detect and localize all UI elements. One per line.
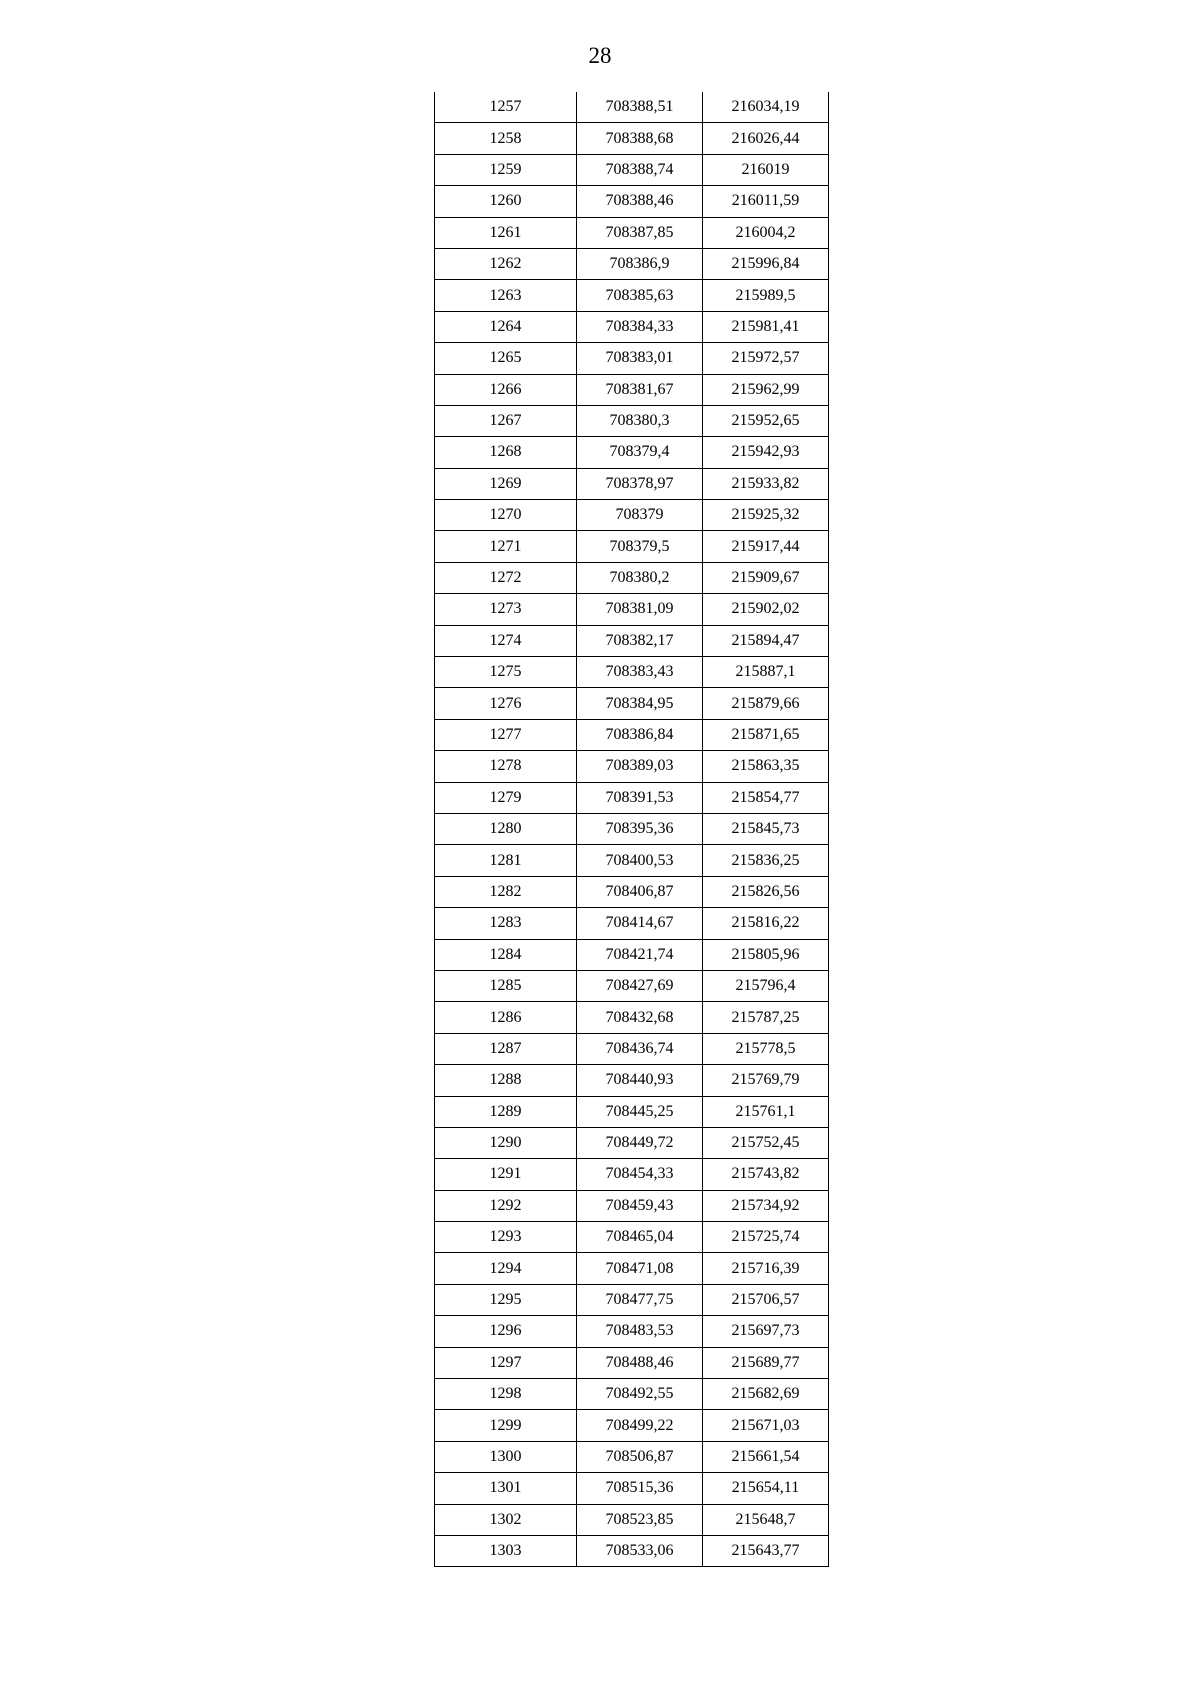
y-coordinate-cell: 215761,1 (703, 1096, 829, 1127)
table-row (435, 688, 829, 719)
point-number-cell: 1278 (435, 751, 577, 782)
y-coordinate-cell: 215671,03 (703, 1410, 829, 1441)
point-number-cell: 1277 (435, 719, 577, 750)
x-coordinate-cell: 708440,93 (577, 1065, 703, 1096)
table-row (435, 468, 829, 499)
table-row (435, 1379, 829, 1410)
point-number-cell: 1258 (435, 123, 577, 154)
y-coordinate-cell: 216019 (703, 154, 829, 185)
table-row (435, 1316, 829, 1347)
table-row (435, 280, 829, 311)
x-coordinate-cell: 708389,03 (577, 751, 703, 782)
table-row (435, 1504, 829, 1535)
table-row (435, 1033, 829, 1064)
y-coordinate-cell: 215682,69 (703, 1379, 829, 1410)
y-coordinate-cell: 215805,96 (703, 939, 829, 970)
coordinates-table (434, 92, 829, 1567)
x-coordinate-cell: 708386,84 (577, 719, 703, 750)
point-number-cell: 1302 (435, 1504, 577, 1535)
x-coordinate-cell: 708406,87 (577, 876, 703, 907)
y-coordinate-cell: 215871,65 (703, 719, 829, 750)
table-row (435, 123, 829, 154)
y-coordinate-cell: 215778,5 (703, 1033, 829, 1064)
y-coordinate-cell: 215734,92 (703, 1190, 829, 1221)
x-coordinate-cell: 708400,53 (577, 845, 703, 876)
coordinates-table-body (435, 92, 829, 1567)
y-coordinate-cell: 215909,67 (703, 562, 829, 593)
table-row (435, 405, 829, 436)
x-coordinate-cell: 708382,17 (577, 625, 703, 656)
point-number-cell: 1287 (435, 1033, 577, 1064)
x-coordinate-cell: 708483,53 (577, 1316, 703, 1347)
y-coordinate-cell: 215787,25 (703, 1002, 829, 1033)
x-coordinate-cell: 708379,5 (577, 531, 703, 562)
point-number-cell: 1275 (435, 657, 577, 688)
x-coordinate-cell: 708506,87 (577, 1441, 703, 1472)
table-row (435, 1473, 829, 1504)
x-coordinate-cell: 708384,33 (577, 311, 703, 342)
x-coordinate-cell: 708387,85 (577, 217, 703, 248)
x-coordinate-cell: 708454,33 (577, 1159, 703, 1190)
x-coordinate-cell: 708386,9 (577, 248, 703, 279)
point-number-cell: 1300 (435, 1441, 577, 1472)
x-coordinate-cell: 708379,4 (577, 437, 703, 468)
x-coordinate-cell: 708381,09 (577, 594, 703, 625)
table-row (435, 1284, 829, 1315)
point-number-cell: 1269 (435, 468, 577, 499)
y-coordinate-cell: 215989,5 (703, 280, 829, 311)
x-coordinate-cell: 708395,36 (577, 813, 703, 844)
y-coordinate-cell: 216034,19 (703, 92, 829, 123)
x-coordinate-cell: 708471,08 (577, 1253, 703, 1284)
y-coordinate-cell: 215925,32 (703, 500, 829, 531)
table-row (435, 657, 829, 688)
point-number-cell: 1266 (435, 374, 577, 405)
table-row (435, 531, 829, 562)
table-row (435, 1441, 829, 1472)
y-coordinate-cell: 215952,65 (703, 405, 829, 436)
point-number-cell: 1276 (435, 688, 577, 719)
point-number-cell: 1303 (435, 1535, 577, 1566)
y-coordinate-cell: 215981,41 (703, 311, 829, 342)
y-coordinate-cell: 215996,84 (703, 248, 829, 279)
x-coordinate-cell: 708459,43 (577, 1190, 703, 1221)
y-coordinate-cell: 215826,56 (703, 876, 829, 907)
y-coordinate-cell: 216026,44 (703, 123, 829, 154)
x-coordinate-cell: 708381,67 (577, 374, 703, 405)
table-row (435, 1002, 829, 1033)
point-number-cell: 1263 (435, 280, 577, 311)
x-coordinate-cell: 708488,46 (577, 1347, 703, 1378)
point-number-cell: 1294 (435, 1253, 577, 1284)
y-coordinate-cell: 215661,54 (703, 1441, 829, 1472)
point-number-cell: 1265 (435, 343, 577, 374)
point-number-cell: 1262 (435, 248, 577, 279)
table-row (435, 500, 829, 531)
table-row (435, 1253, 829, 1284)
point-number-cell: 1299 (435, 1410, 577, 1441)
point-number-cell: 1283 (435, 908, 577, 939)
x-coordinate-cell: 708388,51 (577, 92, 703, 123)
table-row (435, 970, 829, 1001)
point-number-cell: 1293 (435, 1222, 577, 1253)
x-coordinate-cell: 708432,68 (577, 1002, 703, 1033)
table-row (435, 845, 829, 876)
point-number-cell: 1282 (435, 876, 577, 907)
table-row (435, 1065, 829, 1096)
x-coordinate-cell: 708378,97 (577, 468, 703, 499)
x-coordinate-cell: 708385,63 (577, 280, 703, 311)
y-coordinate-cell: 215643,77 (703, 1535, 829, 1566)
point-number-cell: 1285 (435, 970, 577, 1001)
y-coordinate-cell: 215769,79 (703, 1065, 829, 1096)
table-row (435, 1159, 829, 1190)
y-coordinate-cell: 215816,22 (703, 908, 829, 939)
point-number-cell: 1274 (435, 625, 577, 656)
point-number-cell: 1271 (435, 531, 577, 562)
table-row (435, 1127, 829, 1158)
point-number-cell: 1288 (435, 1065, 577, 1096)
x-coordinate-cell: 708421,74 (577, 939, 703, 970)
point-number-cell: 1297 (435, 1347, 577, 1378)
table-row (435, 1222, 829, 1253)
y-coordinate-cell: 215836,25 (703, 845, 829, 876)
table-row (435, 217, 829, 248)
x-coordinate-cell: 708436,74 (577, 1033, 703, 1064)
x-coordinate-cell: 708477,75 (577, 1284, 703, 1315)
y-coordinate-cell: 215697,73 (703, 1316, 829, 1347)
table-row (435, 562, 829, 593)
x-coordinate-cell: 708449,72 (577, 1127, 703, 1158)
point-number-cell: 1261 (435, 217, 577, 248)
table-row (435, 1190, 829, 1221)
y-coordinate-cell: 215845,73 (703, 813, 829, 844)
x-coordinate-cell: 708380,2 (577, 562, 703, 593)
x-coordinate-cell: 708384,95 (577, 688, 703, 719)
table-row (435, 594, 829, 625)
y-coordinate-cell: 215743,82 (703, 1159, 829, 1190)
point-number-cell: 1268 (435, 437, 577, 468)
y-coordinate-cell: 215972,57 (703, 343, 829, 374)
y-coordinate-cell: 215933,82 (703, 468, 829, 499)
x-coordinate-cell: 708515,36 (577, 1473, 703, 1504)
table-row (435, 876, 829, 907)
point-number-cell: 1280 (435, 813, 577, 844)
point-number-cell: 1260 (435, 186, 577, 217)
table-row (435, 782, 829, 813)
y-coordinate-cell: 215902,02 (703, 594, 829, 625)
x-coordinate-cell: 708391,53 (577, 782, 703, 813)
point-number-cell: 1292 (435, 1190, 577, 1221)
y-coordinate-cell: 215648,7 (703, 1504, 829, 1535)
y-coordinate-cell: 215796,4 (703, 970, 829, 1001)
point-number-cell: 1296 (435, 1316, 577, 1347)
point-number-cell: 1291 (435, 1159, 577, 1190)
x-coordinate-cell: 708533,06 (577, 1535, 703, 1566)
x-coordinate-cell: 708523,85 (577, 1504, 703, 1535)
y-coordinate-cell: 215716,39 (703, 1253, 829, 1284)
table-row (435, 154, 829, 185)
x-coordinate-cell: 708383,01 (577, 343, 703, 374)
table-row (435, 92, 829, 123)
point-number-cell: 1290 (435, 1127, 577, 1158)
x-coordinate-cell: 708465,04 (577, 1222, 703, 1253)
table-row (435, 625, 829, 656)
table-row (435, 908, 829, 939)
table-row (435, 1096, 829, 1127)
table-row (435, 1347, 829, 1378)
table-row (435, 343, 829, 374)
x-coordinate-cell: 708388,46 (577, 186, 703, 217)
point-number-cell: 1298 (435, 1379, 577, 1410)
x-coordinate-cell: 708380,3 (577, 405, 703, 436)
point-number-cell: 1267 (435, 405, 577, 436)
point-number-cell: 1273 (435, 594, 577, 625)
x-coordinate-cell: 708492,55 (577, 1379, 703, 1410)
y-coordinate-cell: 216011,59 (703, 186, 829, 217)
x-coordinate-cell: 708414,67 (577, 908, 703, 939)
y-coordinate-cell: 215962,99 (703, 374, 829, 405)
x-coordinate-cell: 708388,68 (577, 123, 703, 154)
table-row (435, 248, 829, 279)
point-number-cell: 1257 (435, 92, 577, 123)
y-coordinate-cell: 215725,74 (703, 1222, 829, 1253)
point-number-cell: 1289 (435, 1096, 577, 1127)
y-coordinate-cell: 215894,47 (703, 625, 829, 656)
table-row (435, 311, 829, 342)
table-row (435, 813, 829, 844)
x-coordinate-cell: 708427,69 (577, 970, 703, 1001)
y-coordinate-cell: 216004,2 (703, 217, 829, 248)
y-coordinate-cell: 215942,93 (703, 437, 829, 468)
point-number-cell: 1281 (435, 845, 577, 876)
table-row (435, 186, 829, 217)
point-number-cell: 1272 (435, 562, 577, 593)
point-number-cell: 1295 (435, 1284, 577, 1315)
point-number-cell: 1284 (435, 939, 577, 970)
point-number-cell: 1286 (435, 1002, 577, 1033)
y-coordinate-cell: 215752,45 (703, 1127, 829, 1158)
point-number-cell: 1264 (435, 311, 577, 342)
y-coordinate-cell: 215863,35 (703, 751, 829, 782)
y-coordinate-cell: 215887,1 (703, 657, 829, 688)
x-coordinate-cell: 708383,43 (577, 657, 703, 688)
table-row (435, 751, 829, 782)
point-number-cell: 1270 (435, 500, 577, 531)
point-number-cell: 1259 (435, 154, 577, 185)
page-number: 28 (588, 43, 612, 68)
point-number-cell: 1301 (435, 1473, 577, 1504)
table-row (435, 1410, 829, 1441)
y-coordinate-cell: 215917,44 (703, 531, 829, 562)
point-number-cell: 1279 (435, 782, 577, 813)
x-coordinate-cell: 708388,74 (577, 154, 703, 185)
table-row (435, 719, 829, 750)
table-row (435, 437, 829, 468)
x-coordinate-cell: 708499,22 (577, 1410, 703, 1441)
table-row (435, 374, 829, 405)
y-coordinate-cell: 215854,77 (703, 782, 829, 813)
x-coordinate-cell: 708379 (577, 500, 703, 531)
y-coordinate-cell: 215706,57 (703, 1284, 829, 1315)
x-coordinate-cell: 708445,25 (577, 1096, 703, 1127)
table-row (435, 1535, 829, 1566)
y-coordinate-cell: 215689,77 (703, 1347, 829, 1378)
table-row (435, 939, 829, 970)
y-coordinate-cell: 215879,66 (703, 688, 829, 719)
y-coordinate-cell: 215654,11 (703, 1473, 829, 1504)
